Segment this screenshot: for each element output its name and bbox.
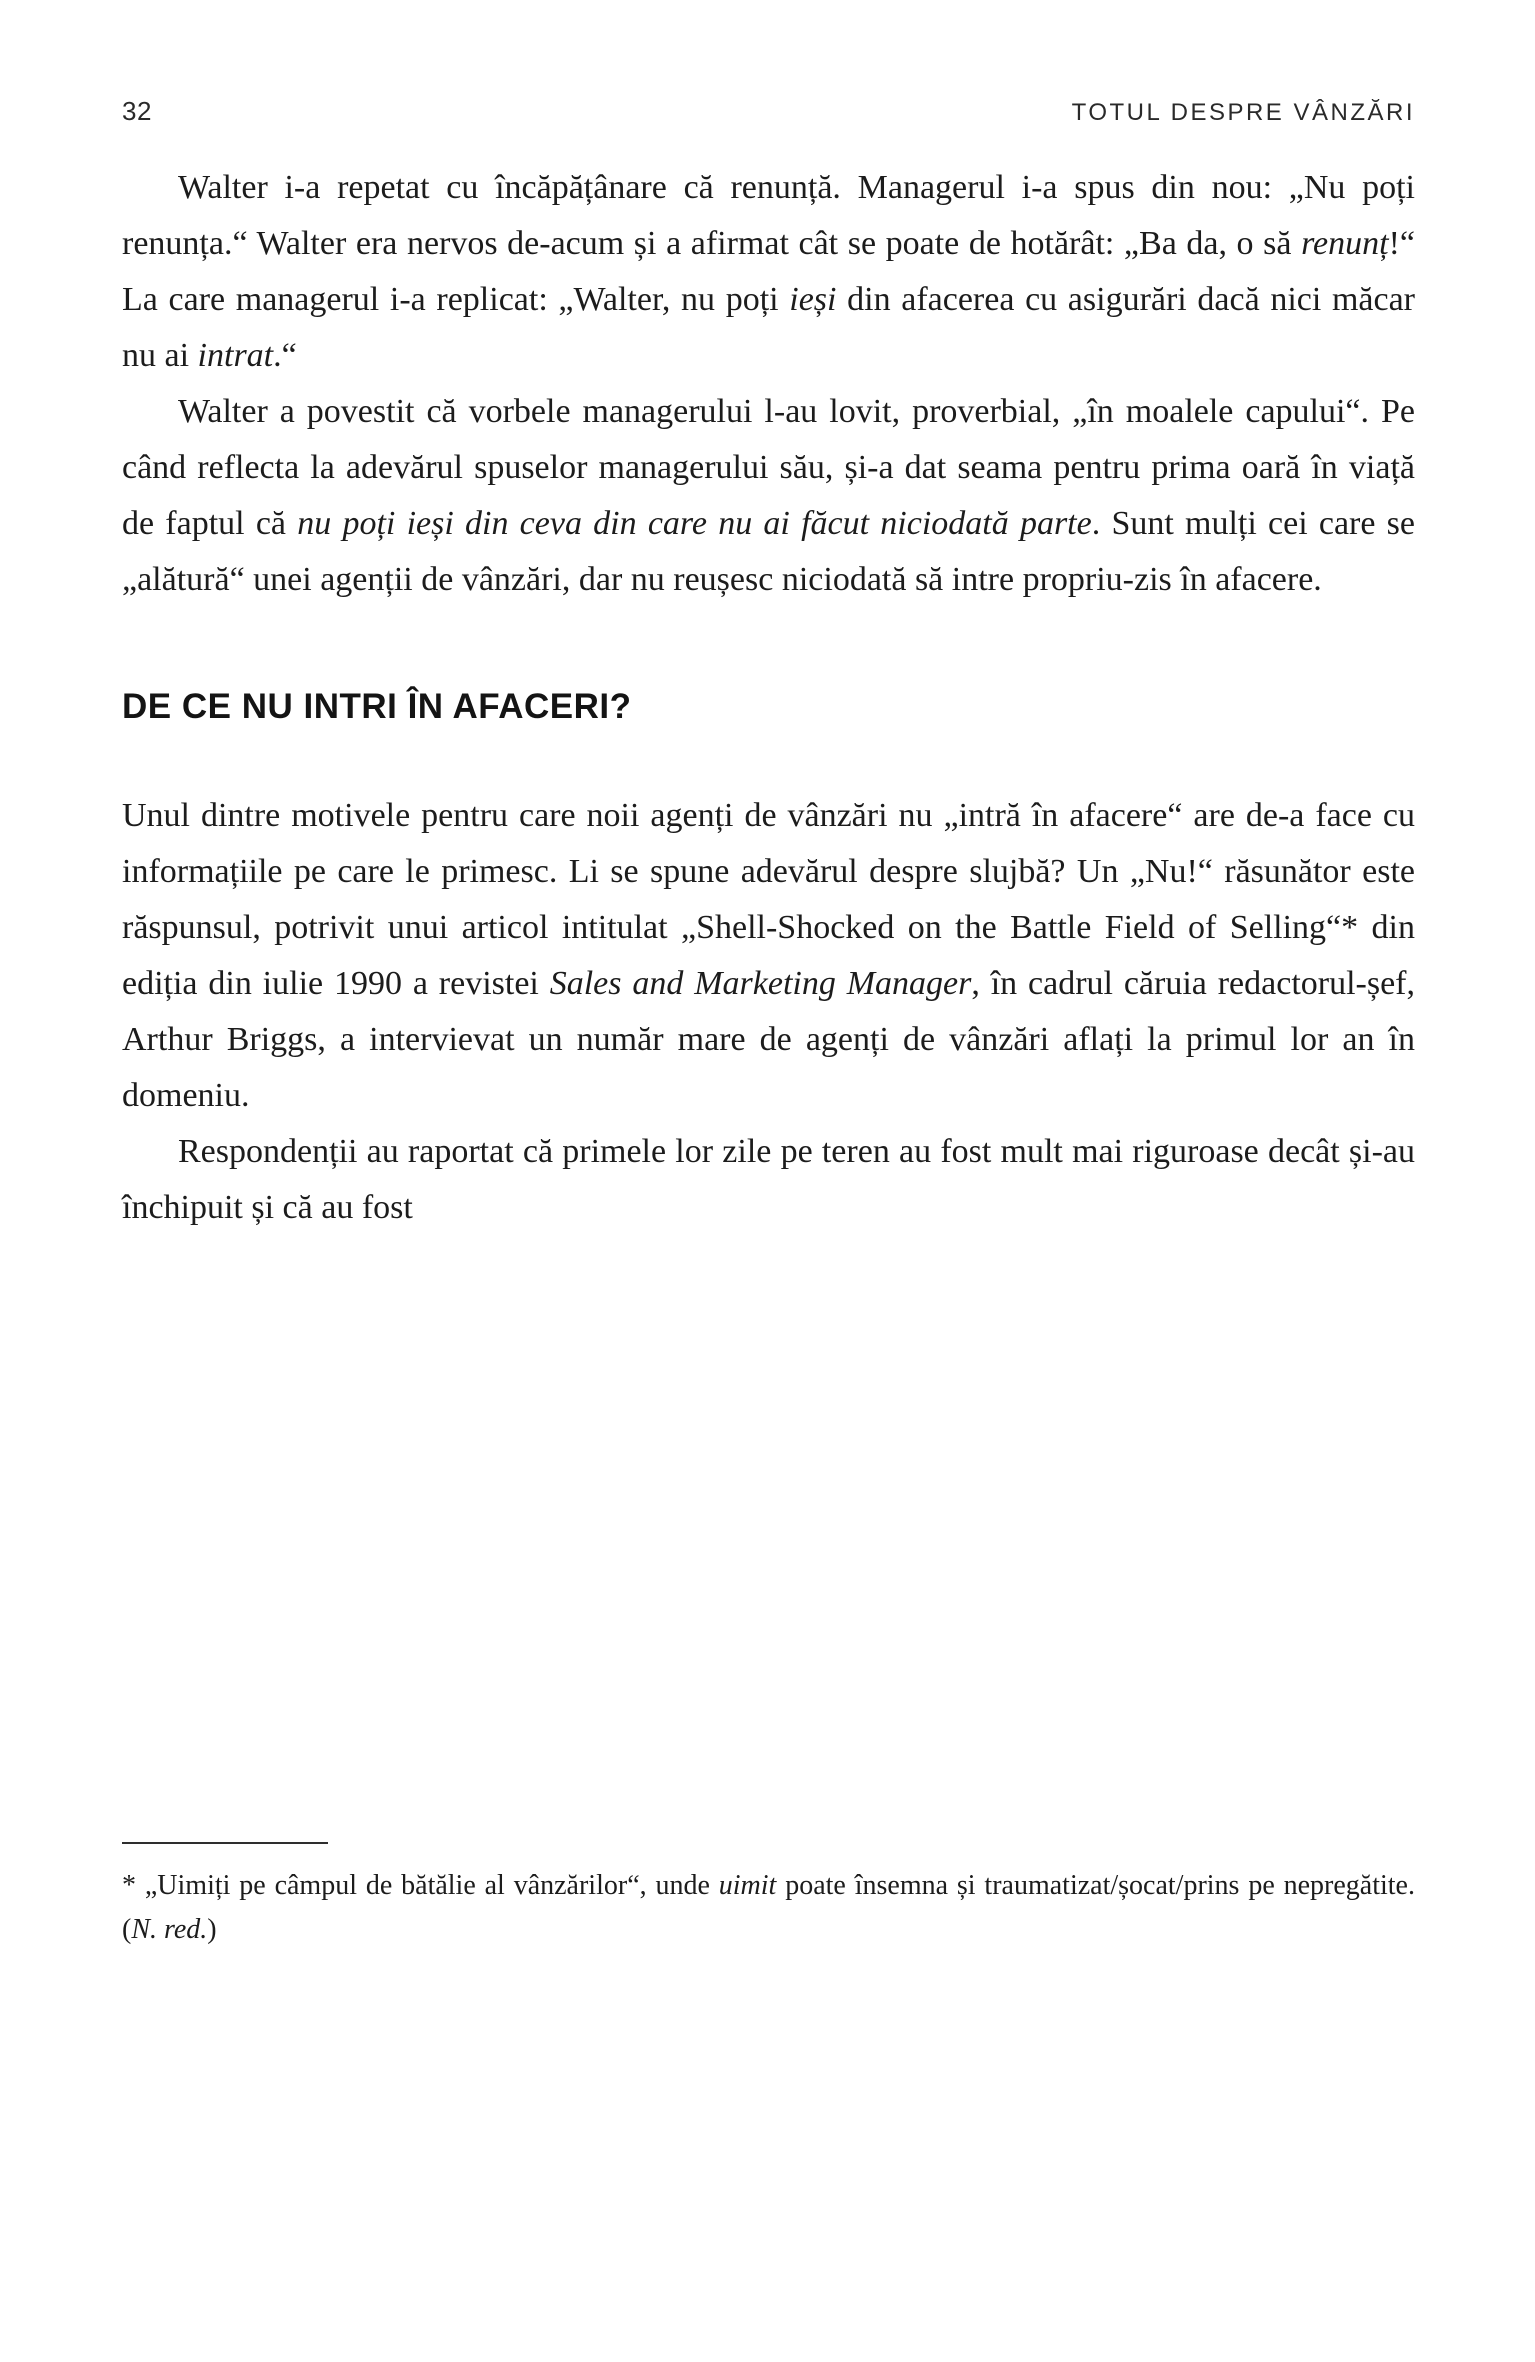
paragraph: Unul dintre motivele pentru care noii agenți de vânzări nu „intră în afacere“ are de-a face cu informațiile pe care le primesc. Li se spune adevărul despre slujbă? Un „Nu!“ răsunător este răspunsul, potrivit unui articol intitulat „Shell-Shocked on the Battle Field of Selling“* din ediția din iulie 1990 a revistei Sales and Marketing Manager, în cadrul căruia redactorul-șef, Arthur Briggs, a intervievat un număr mare de agenți de vânzări aflați la primul lor an în domeniu. <box>122 797 1415 1114</box>
paragraph: Walter a povestit că vorbele managerului l-au lovit, proverbial, „în moalele capului“. Pe când reflecta la adevărul spuselor managerului său, și-a dat seama pentru prima oară în viață de faptul că nu poți ieși din ceva din care nu ai făcut niciodată parte. Sunt mulți cei care se „alătură“ unei agenții de vânzări, dar nu reușesc niciodată să intre propriu-zis în afacere. <box>122 393 1416 598</box>
page-header <box>122 96 1415 127</box>
paragraph: Walter i-a repetat cu încăpățânare că renunță. Managerul i-a spus din nou: „Nu poți renunța.“ Walter era nervos de-acum și a afirmat cât se poate de hotărât: „Ba da, o să renunț!“ La care managerul i-a replicat: „Walter, nu poți ieși din afacerea cu asigurări dacă nici măcar nu ai intrat.“ <box>122 169 1415 374</box>
footnote-rule <box>122 1842 328 1844</box>
running-title: TOTUL DESPRE VÂNZĂRI <box>1071 99 1415 126</box>
section-heading: DE CE NU INTRI ÎN AFACERI? <box>122 687 632 726</box>
body-text <box>122 160 1415 1236</box>
footnote <box>122 1842 1415 1952</box>
paragraph: Respondenții au raportat că primele lor zile pe teren au fost mult mai riguroase decât și-au închipuit și că au fost <box>122 1133 1415 1226</box>
page-number: 32 <box>122 96 152 126</box>
footnote-text: * „Uimiți pe câmpul de bătălie al vânzărilor“, unde uimit poate însemna și traumatizat/șocat/prins pe nepregătite. (N. red.) <box>122 1870 1415 1945</box>
